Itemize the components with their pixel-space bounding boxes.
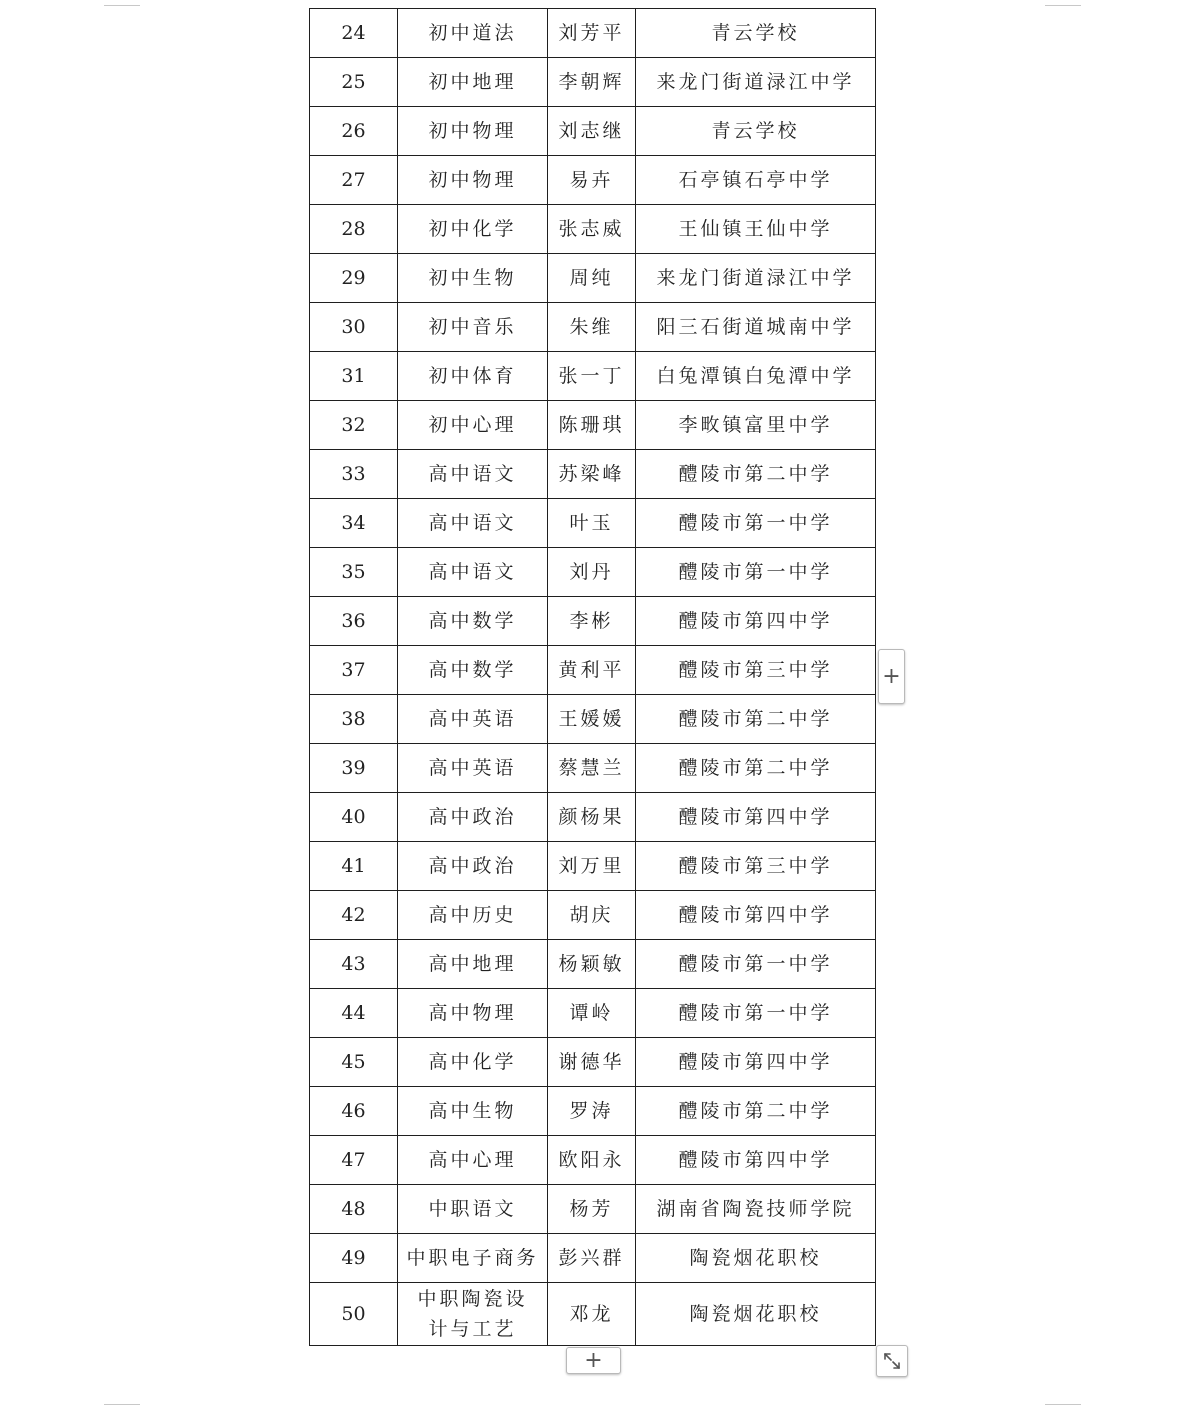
row-number-cell[interactable]: 25 xyxy=(310,58,398,107)
school-cell[interactable]: 李畋镇富里中学 xyxy=(636,401,876,450)
school-cell[interactable]: 醴陵市第三中学 xyxy=(636,646,876,695)
teacher-name-cell[interactable]: 罗涛 xyxy=(548,1087,636,1136)
table-row xyxy=(310,940,876,989)
school-cell[interactable]: 醴陵市第一中学 xyxy=(636,499,876,548)
school-cell[interactable]: 醴陵市第二中学 xyxy=(636,695,876,744)
subject-cell[interactable]: 中职语文 xyxy=(398,1185,548,1234)
teacher-name-cell[interactable]: 欧阳永 xyxy=(548,1136,636,1185)
table-row xyxy=(310,1136,876,1185)
row-number-cell[interactable]: 49 xyxy=(310,1234,398,1283)
subject-cell[interactable]: 初中物理 xyxy=(398,156,548,205)
subject-cell[interactable]: 高中英语 xyxy=(398,744,548,793)
subject-cell[interactable]: 高中化学 xyxy=(398,1038,548,1087)
row-number-cell[interactable]: 31 xyxy=(310,352,398,401)
teacher-name-cell[interactable]: 刘万里 xyxy=(548,842,636,891)
subject-cell[interactable]: 高中历史 xyxy=(398,891,548,940)
school-cell[interactable]: 醴陵市第四中学 xyxy=(636,1136,876,1185)
table-row xyxy=(310,1087,876,1136)
school-cell[interactable]: 白兔潭镇白兔潭中学 xyxy=(636,352,876,401)
plus-icon: + xyxy=(584,1348,603,1373)
teacher-name-cell[interactable]: 李朝辉 xyxy=(548,58,636,107)
subject-cell[interactable]: 初中道法 xyxy=(398,9,548,58)
table-row xyxy=(310,597,876,646)
teacher-name-cell[interactable]: 周纯 xyxy=(548,254,636,303)
school-cell[interactable]: 醴陵市第四中学 xyxy=(636,891,876,940)
row-number-cell[interactable]: 46 xyxy=(310,1087,398,1136)
row-number-cell[interactable]: 30 xyxy=(310,303,398,352)
subject-cell[interactable]: 初中音乐 xyxy=(398,303,548,352)
school-cell[interactable]: 石亭镇石亭中学 xyxy=(636,156,876,205)
teacher-name-cell[interactable]: 胡庆 xyxy=(548,891,636,940)
teacher-name-cell[interactable]: 朱维 xyxy=(548,303,636,352)
table-row xyxy=(310,548,876,597)
row-number-cell[interactable]: 35 xyxy=(310,548,398,597)
school-cell[interactable]: 醴陵市第二中学 xyxy=(636,1087,876,1136)
table-row xyxy=(310,303,876,352)
table-row xyxy=(310,1234,876,1283)
school-cell[interactable]: 醴陵市第四中学 xyxy=(636,793,876,842)
school-cell[interactable]: 青云学校 xyxy=(636,107,876,156)
teacher-name-cell[interactable]: 陈珊琪 xyxy=(548,401,636,450)
row-number-cell[interactable]: 40 xyxy=(310,793,398,842)
teacher-name-cell[interactable]: 张志威 xyxy=(548,205,636,254)
page-corner-mark-bottom-left xyxy=(104,1404,140,1405)
school-cell[interactable]: 醴陵市第二中学 xyxy=(636,744,876,793)
subject-cell[interactable]: 高中数学 xyxy=(398,597,548,646)
table-row xyxy=(310,499,876,548)
teacher-name-cell[interactable]: 叶玉 xyxy=(548,499,636,548)
teacher-name-cell[interactable]: 苏梁峰 xyxy=(548,450,636,499)
row-number-cell[interactable]: 26 xyxy=(310,107,398,156)
row-number-cell[interactable]: 27 xyxy=(310,156,398,205)
table-row xyxy=(310,695,876,744)
row-number-cell[interactable]: 33 xyxy=(310,450,398,499)
school-cell[interactable]: 醴陵市第二中学 xyxy=(636,450,876,499)
table-row xyxy=(310,744,876,793)
add-row-button[interactable] xyxy=(566,1347,621,1374)
row-number-cell[interactable]: 37 xyxy=(310,646,398,695)
row-number-cell[interactable]: 48 xyxy=(310,1185,398,1234)
subject-cell[interactable]: 高中语文 xyxy=(398,450,548,499)
row-number-cell[interactable]: 47 xyxy=(310,1136,398,1185)
plus-icon: + xyxy=(882,664,901,689)
subject-cell[interactable]: 初中地理 xyxy=(398,58,548,107)
table-row xyxy=(310,793,876,842)
table-row xyxy=(310,254,876,303)
row-number-cell[interactable]: 39 xyxy=(310,744,398,793)
row-number-cell[interactable]: 32 xyxy=(310,401,398,450)
row-number-cell[interactable]: 44 xyxy=(310,989,398,1038)
teacher-name-cell[interactable]: 颜杨果 xyxy=(548,793,636,842)
subject-cell[interactable]: 初中物理 xyxy=(398,107,548,156)
subject-cell[interactable]: 高中政治 xyxy=(398,842,548,891)
teacher-name-cell[interactable]: 彭兴群 xyxy=(548,1234,636,1283)
table-row xyxy=(310,646,876,695)
table-row xyxy=(310,1185,876,1234)
row-number-cell[interactable]: 42 xyxy=(310,891,398,940)
page-corner-mark-top-left xyxy=(104,5,140,6)
teacher-name-cell[interactable]: 杨芳 xyxy=(548,1185,636,1234)
table-row xyxy=(310,205,876,254)
subject-cell[interactable]: 高中物理 xyxy=(398,989,548,1038)
subject-cell[interactable]: 初中化学 xyxy=(398,205,548,254)
table-row xyxy=(310,842,876,891)
row-number-cell[interactable]: 41 xyxy=(310,842,398,891)
row-number-cell[interactable]: 28 xyxy=(310,205,398,254)
subject-cell[interactable]: 中职陶瓷设计与工艺 xyxy=(398,1283,548,1346)
row-number-cell[interactable]: 43 xyxy=(310,940,398,989)
table-row xyxy=(310,989,876,1038)
subject-cell[interactable]: 初中生物 xyxy=(398,254,548,303)
subject-cell[interactable]: 初中体育 xyxy=(398,352,548,401)
subject-cell[interactable]: 高中生物 xyxy=(398,1087,548,1136)
table-row xyxy=(310,401,876,450)
teacher-name-cell[interactable]: 刘志继 xyxy=(548,107,636,156)
teacher-name-cell[interactable]: 易卉 xyxy=(548,156,636,205)
table-row xyxy=(310,9,876,58)
row-number-cell[interactable]: 29 xyxy=(310,254,398,303)
school-cell[interactable]: 陶瓷烟花职校 xyxy=(636,1283,876,1346)
school-cell[interactable]: 醴陵市第三中学 xyxy=(636,842,876,891)
table-row xyxy=(310,1283,876,1346)
school-cell[interactable]: 阳三石街道城南中学 xyxy=(636,303,876,352)
table-row xyxy=(310,352,876,401)
teacher-name-cell[interactable]: 蔡慧兰 xyxy=(548,744,636,793)
page-corner-mark-bottom-right xyxy=(1045,1404,1081,1405)
teacher-name-cell[interactable]: 谢德华 xyxy=(548,1038,636,1087)
school-cell[interactable]: 醴陵市第四中学 xyxy=(636,597,876,646)
teacher-name-cell[interactable]: 李彬 xyxy=(548,597,636,646)
teacher-name-cell[interactable]: 杨颖敏 xyxy=(548,940,636,989)
school-cell[interactable]: 醴陵市第一中学 xyxy=(636,940,876,989)
school-cell[interactable]: 青云学校 xyxy=(636,9,876,58)
row-number-cell[interactable]: 38 xyxy=(310,695,398,744)
school-cell[interactable]: 醴陵市第一中学 xyxy=(636,989,876,1038)
teacher-name-cell[interactable]: 邓龙 xyxy=(548,1283,636,1346)
school-cell[interactable]: 醴陵市第四中学 xyxy=(636,1038,876,1087)
table-row xyxy=(310,891,876,940)
subject-cell[interactable]: 高中英语 xyxy=(398,695,548,744)
row-number-cell[interactable]: 34 xyxy=(310,499,398,548)
teacher-name-cell[interactable]: 黄利平 xyxy=(548,646,636,695)
teacher-name-cell[interactable]: 谭岭 xyxy=(548,989,636,1038)
subject-cell[interactable]: 高中语文 xyxy=(398,548,548,597)
row-number-cell[interactable]: 36 xyxy=(310,597,398,646)
subject-cell[interactable]: 中职电子商务 xyxy=(398,1234,548,1283)
row-number-cell[interactable]: 45 xyxy=(310,1038,398,1087)
add-column-button[interactable] xyxy=(878,649,905,704)
teacher-name-cell[interactable]: 王媛媛 xyxy=(548,695,636,744)
expand-arrows-icon xyxy=(881,1350,903,1372)
subject-cell[interactable]: 高中语文 xyxy=(398,499,548,548)
school-cell[interactable]: 湖南省陶瓷技师学院 xyxy=(636,1185,876,1234)
table-row xyxy=(310,156,876,205)
teacher-name-cell[interactable]: 张一丁 xyxy=(548,352,636,401)
table-resize-handle[interactable] xyxy=(876,1345,908,1377)
subject-cell[interactable]: 高中数学 xyxy=(398,646,548,695)
row-number-cell[interactable]: 50 xyxy=(310,1283,398,1346)
teacher-list-table xyxy=(309,8,876,1346)
table-row xyxy=(310,107,876,156)
school-cell[interactable]: 王仙镇王仙中学 xyxy=(636,205,876,254)
teacher-name-cell[interactable]: 刘芳平 xyxy=(548,9,636,58)
subject-cell[interactable]: 高中心理 xyxy=(398,1136,548,1185)
subject-cell[interactable]: 高中政治 xyxy=(398,793,548,842)
page-corner-mark-top-right xyxy=(1045,5,1081,6)
school-cell[interactable]: 来龙门街道渌江中学 xyxy=(636,58,876,107)
table-row xyxy=(310,450,876,499)
teacher-name-cell[interactable]: 刘丹 xyxy=(548,548,636,597)
school-cell[interactable]: 醴陵市第一中学 xyxy=(636,548,876,597)
school-cell[interactable]: 来龙门街道渌江中学 xyxy=(636,254,876,303)
subject-cell[interactable]: 初中心理 xyxy=(398,401,548,450)
school-cell[interactable]: 陶瓷烟花职校 xyxy=(636,1234,876,1283)
row-number-cell[interactable]: 24 xyxy=(310,9,398,58)
table-row xyxy=(310,1038,876,1087)
table-row xyxy=(310,58,876,107)
subject-cell[interactable]: 高中地理 xyxy=(398,940,548,989)
